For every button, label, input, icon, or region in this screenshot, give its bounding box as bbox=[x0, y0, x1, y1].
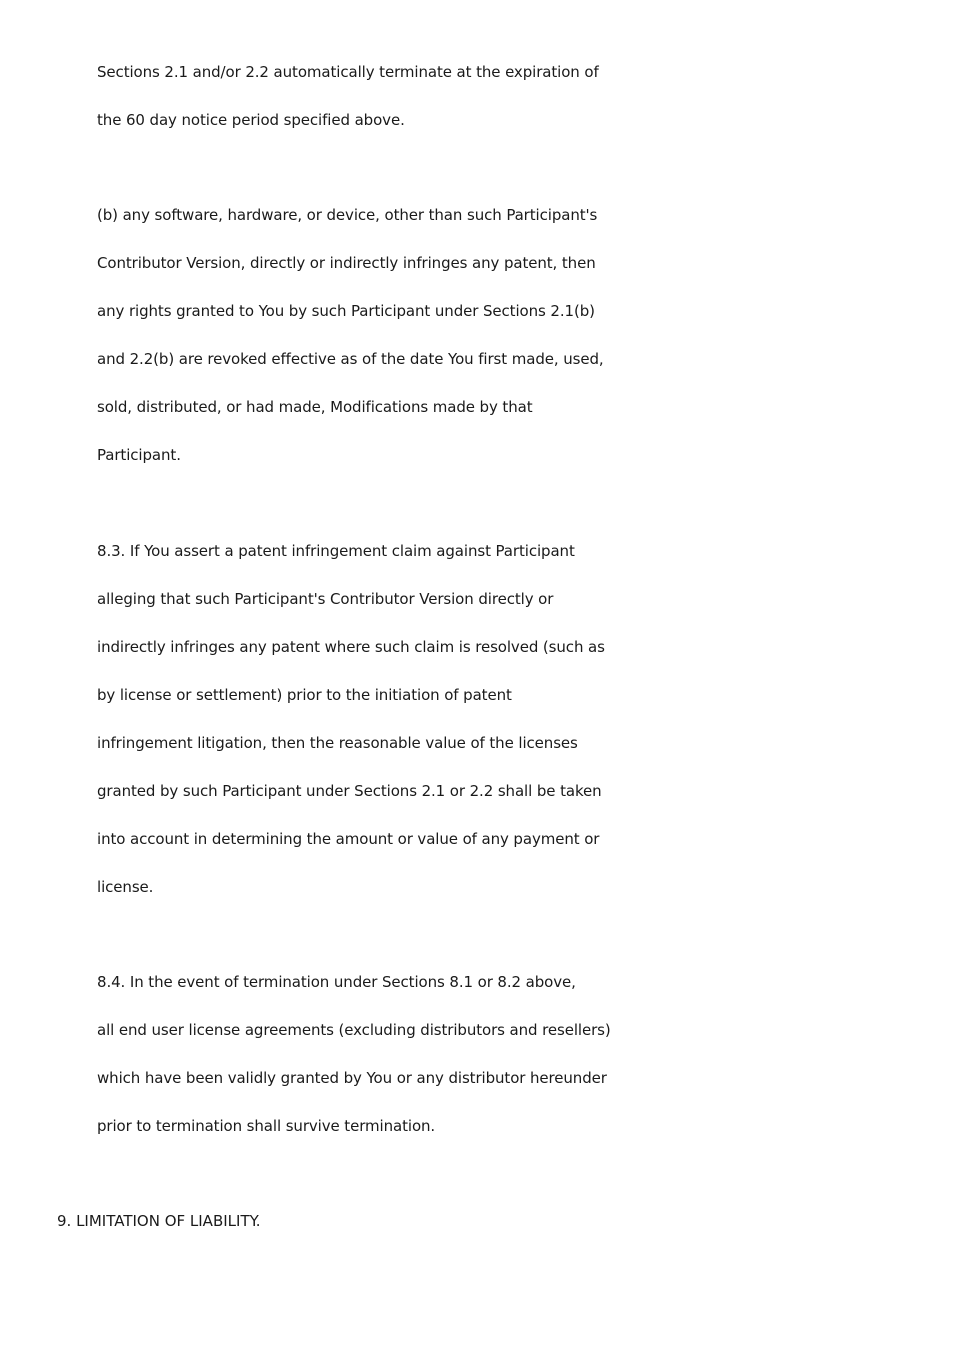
clause-b-paragraph bbox=[97, 191, 617, 479]
paragraph-line: (b) any software, hardware, or device, other than such Participant's bbox=[97, 206, 598, 224]
paragraph-line: 8.4. In the event of termination under Sections 8.1 or 8.2 above, bbox=[97, 973, 576, 991]
paragraph-line: into account in determining the amount or value of any payment or bbox=[97, 830, 600, 848]
continuation-paragraph bbox=[97, 48, 617, 144]
paragraph-line: 8.3. If You assert a patent infringement claim against Participant bbox=[97, 542, 575, 560]
paragraph-line: Participant. bbox=[97, 446, 181, 464]
paragraph-line: any rights granted to You by such Participant under Sections 2.1(b) bbox=[97, 302, 595, 320]
paragraph-line: indirectly infringes any patent where such claim is resolved (such as bbox=[97, 638, 605, 656]
paragraph-line: by license or settlement) prior to the initiation of patent bbox=[97, 686, 512, 704]
section-9-heading: 9. LIMITATION OF LIABILITY. bbox=[57, 1212, 261, 1230]
paragraph-line: alleging that such Participant's Contributor Version directly or bbox=[97, 590, 554, 608]
paragraph-line: Contributor Version, directly or indirectly infringes any patent, then bbox=[97, 254, 596, 272]
paragraph-line: prior to termination shall survive termination. bbox=[97, 1117, 436, 1135]
paragraph-line: which have been validly granted by You or any distributor hereunder bbox=[97, 1069, 607, 1087]
paragraph-line: the 60 day notice period specified above. bbox=[97, 111, 405, 129]
section-8-3-paragraph bbox=[97, 527, 617, 911]
paragraph-line: infringement litigation, then the reasonable value of the licenses bbox=[97, 734, 578, 752]
paragraph-line: granted by such Participant under Sections 2.1 or 2.2 shall be taken bbox=[97, 782, 602, 800]
paragraph-line: sold, distributed, or had made, Modifications made by that bbox=[97, 398, 533, 416]
paragraph-line: Sections 2.1 and/or 2.2 automatically terminate at the expiration of bbox=[97, 63, 599, 81]
paragraph-line: license. bbox=[97, 878, 154, 896]
paragraph-line: and 2.2(b) are revoked effective as of the date You first made, used, bbox=[97, 350, 604, 368]
paragraph-line: all end user license agreements (excluding distributors and resellers) bbox=[97, 1021, 611, 1039]
section-8-4-paragraph bbox=[97, 958, 617, 1150]
